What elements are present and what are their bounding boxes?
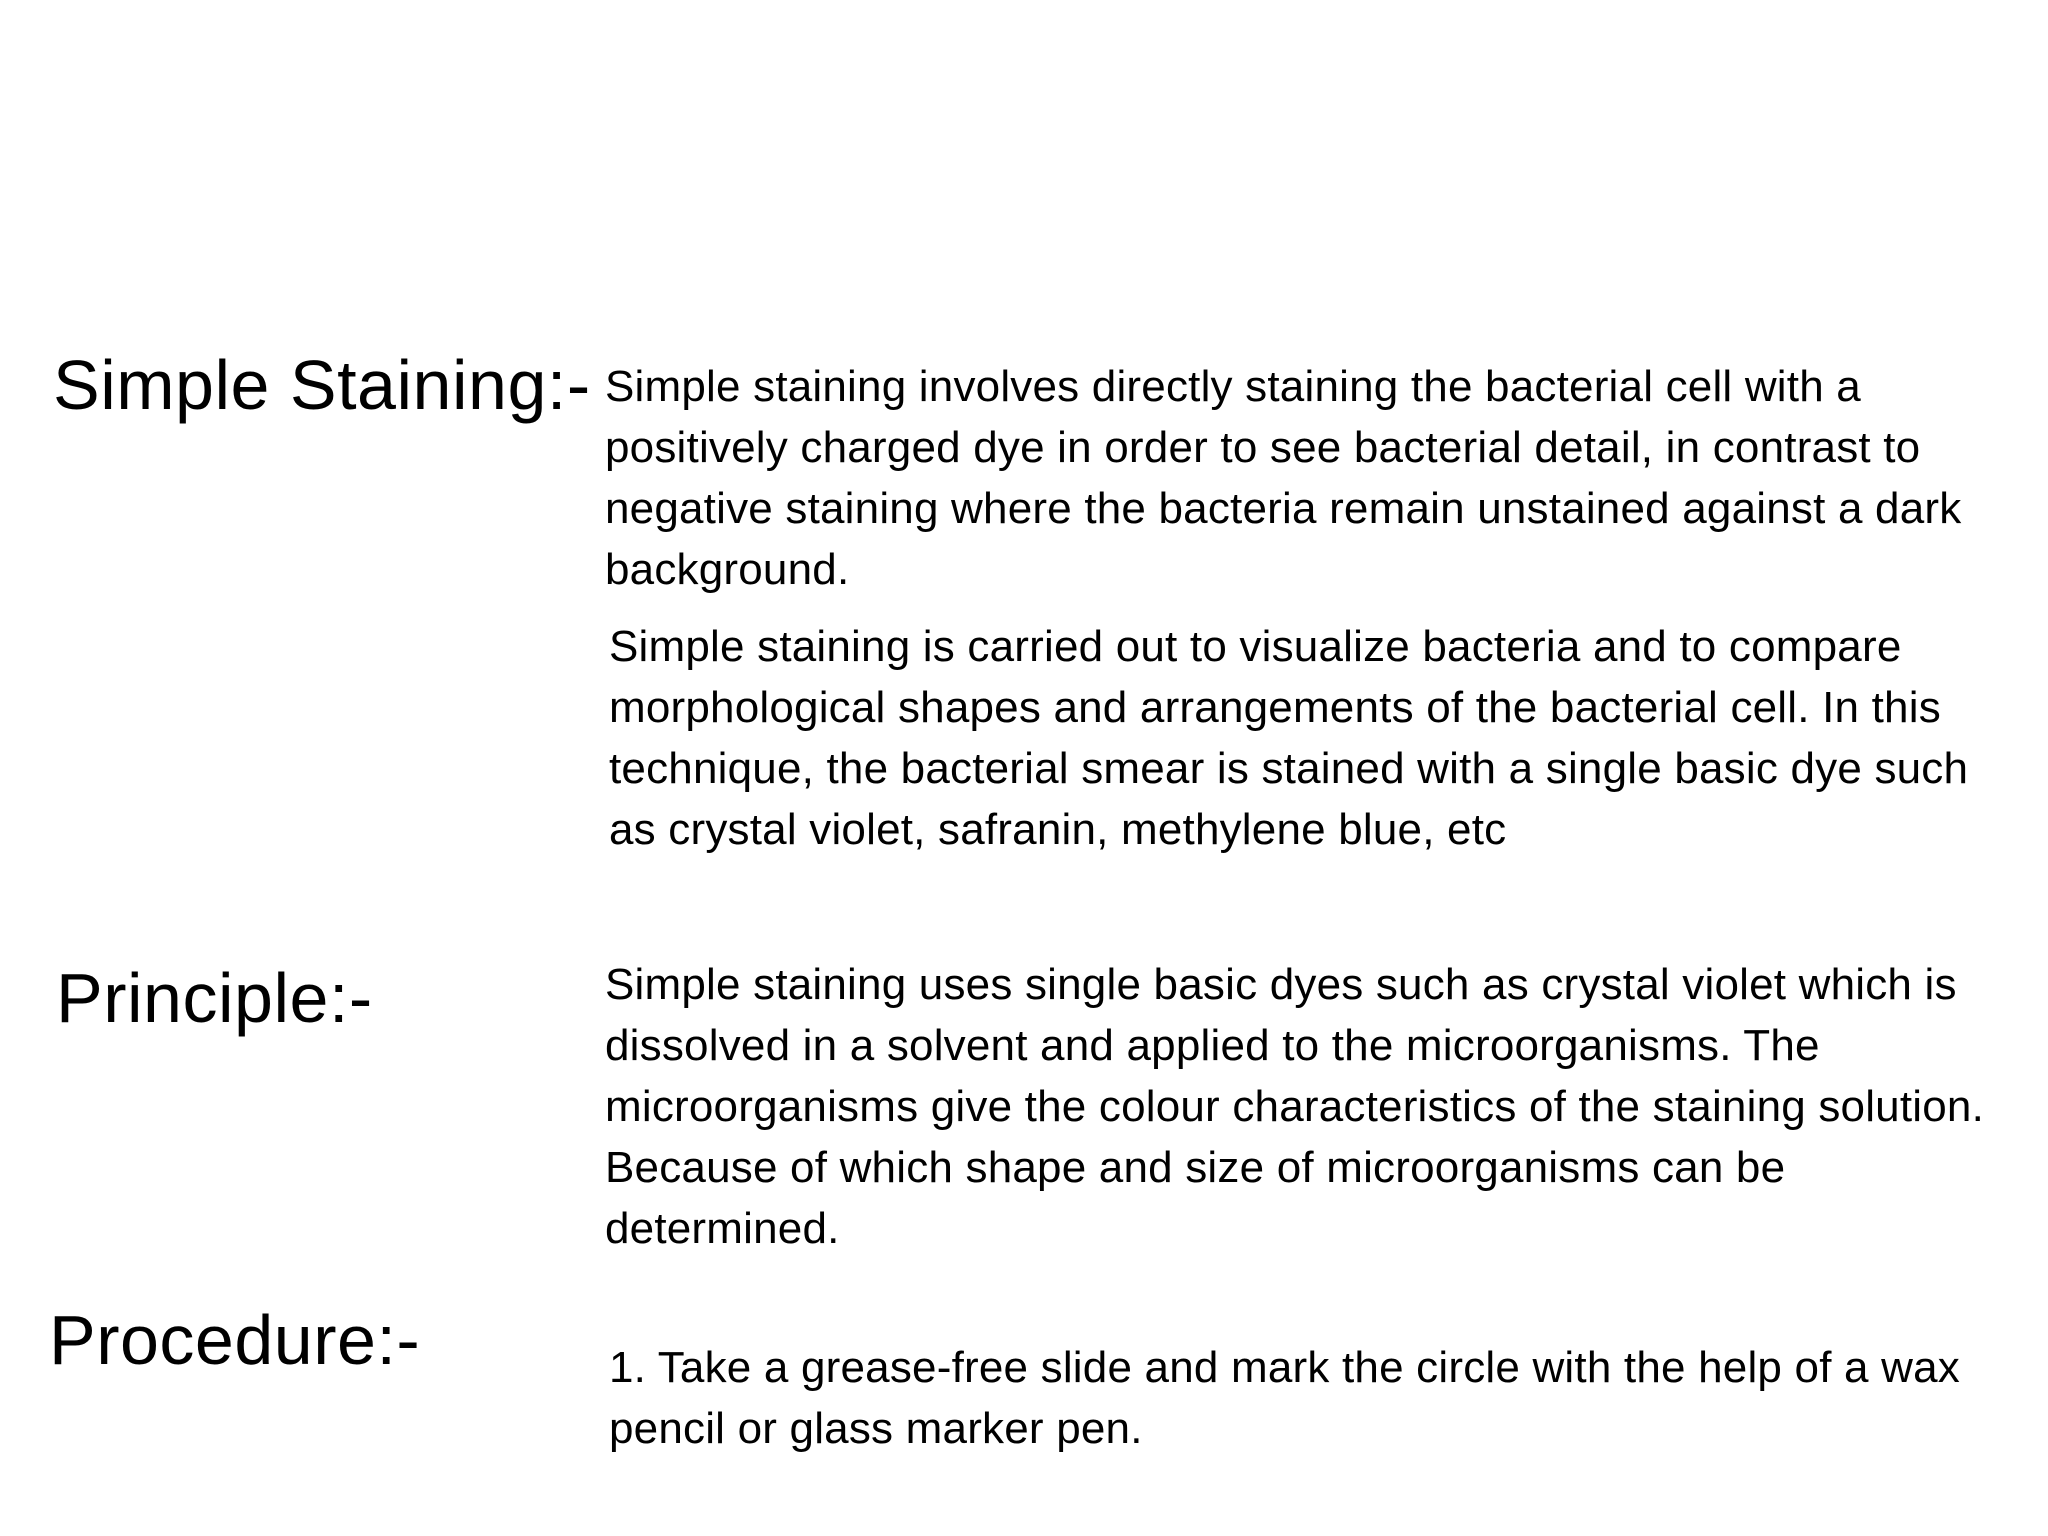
procedure-step-1: 1. Take a grease-free slide and mark the circle with the help of a wax pencil or glass marker pen.	[609, 1343, 1960, 1453]
simple-staining-description: Simple staining is carried out to visualize bacteria and to compare morphological shapes and arrangements of the bacterial cell. In this technique, the bacterial smear is stained with a single basic dye such as crystal violet, safranin, methylene blue, etc	[609, 622, 1969, 854]
simple-staining-heading: Simple Staining:-	[53, 346, 591, 424]
principle-heading: Principle:-	[56, 959, 373, 1037]
principle-paragraph: Simple staining uses single basic dyes such as crystal violet which is dissolved in a solvent and applied to the microorganisms. The microorganisms give the colour characteristics of the staining solution. Because of which shape and size of microorganisms can be determined.	[605, 960, 1985, 1253]
simple-staining-definition: Simple staining involves directly staining the bacterial cell with a positively charged dye in order to see bacterial detail, in contrast to negative staining where the bacteria remain unstained against a dark background.	[605, 362, 1962, 594]
procedure-heading: Procedure:-	[49, 1301, 421, 1379]
